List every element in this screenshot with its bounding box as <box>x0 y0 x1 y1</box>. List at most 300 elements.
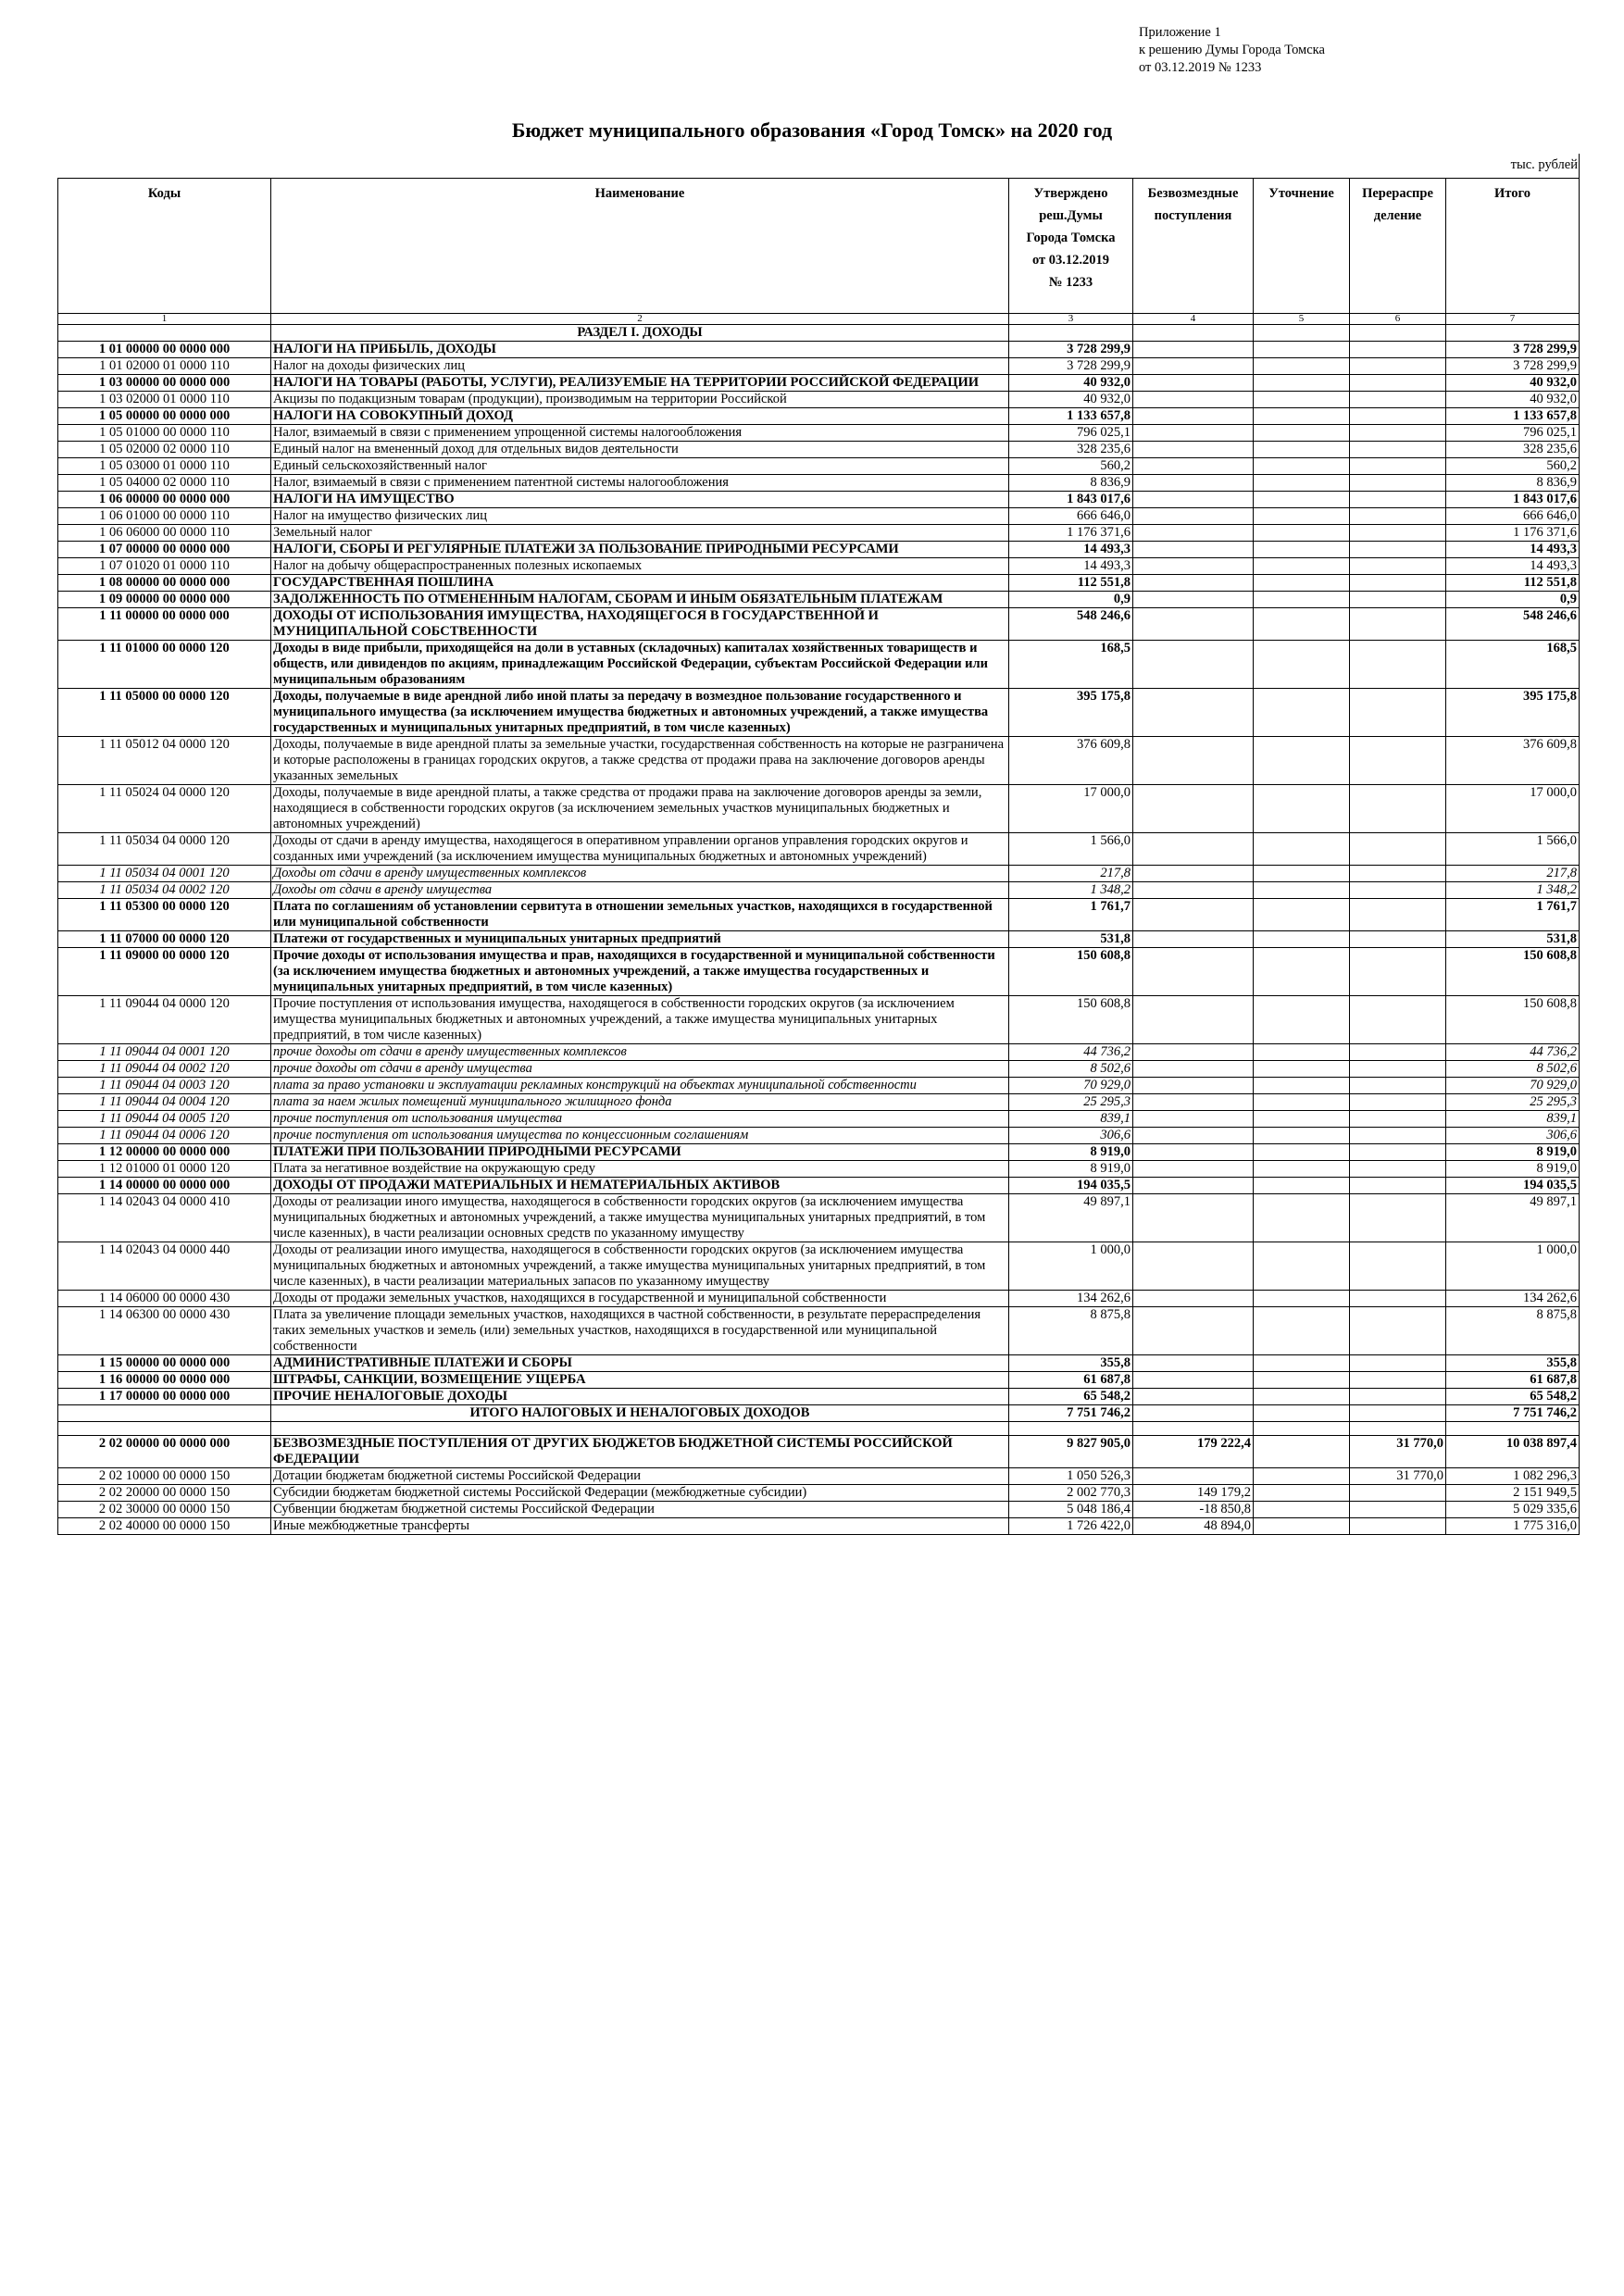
row-gratuitous <box>1133 525 1254 542</box>
header-row <box>58 179 1580 314</box>
row-total: 70 929,0 <box>1446 1078 1580 1094</box>
row-redistribution <box>1350 592 1446 608</box>
row-name: НАЛОГИ НА СОВОКУПНЫЙ ДОХОД <box>271 408 1009 425</box>
row-redistribution <box>1350 558 1446 575</box>
table-row <box>58 492 1580 508</box>
row-code: 1 07 01020 01 0000 110 <box>58 558 271 575</box>
row-name: Доходы от продажи земельных участков, находящихся в государственной и муниципальной собственности <box>271 1291 1009 1307</box>
row-approved: 7 751 746,2 <box>1009 1405 1133 1422</box>
row-code: 1 11 00000 00 0000 000 <box>58 608 271 641</box>
row-total: 796 025,1 <box>1446 425 1580 442</box>
row-approved: 134 262,6 <box>1009 1291 1133 1307</box>
row-total: 328 235,6 <box>1446 442 1580 458</box>
row-clarification <box>1254 442 1350 458</box>
row-code: 1 07 00000 00 0000 000 <box>58 542 271 558</box>
row-name: Прочие поступления от использования имущества, находящегося в собственности городских округов (за исключением имущества муниципальных бюджетных и автономных учреждений, а также имущества муниципальных унитарных предприятий, в том числе казенных) <box>271 996 1009 1044</box>
row-approved: 1 050 526,3 <box>1009 1468 1133 1485</box>
row-clarification <box>1254 1111 1350 1128</box>
row-gratuitous <box>1133 1405 1254 1422</box>
row-gratuitous <box>1133 342 1254 358</box>
row-clarification <box>1254 1405 1350 1422</box>
row-approved: 150 608,8 <box>1009 996 1133 1044</box>
section-row <box>58 325 1580 342</box>
row-gratuitous: 179 222,4 <box>1133 1436 1254 1468</box>
table-row <box>58 408 1580 425</box>
table-row <box>58 542 1580 558</box>
row-code: 1 03 02000 01 0000 110 <box>58 392 271 408</box>
row-redistribution <box>1350 1144 1446 1161</box>
table-row <box>58 375 1580 392</box>
row-approved: 9 827 905,0 <box>1009 1436 1133 1468</box>
row-approved: 3 728 299,9 <box>1009 358 1133 375</box>
row-name: Доходы от сдачи в аренду имущества <box>271 882 1009 899</box>
row-redistribution <box>1350 608 1446 641</box>
row-approved: 8 502,6 <box>1009 1061 1133 1078</box>
row-total: 8 919,0 <box>1446 1144 1580 1161</box>
row-redistribution <box>1350 1485 1446 1502</box>
row-redistribution <box>1350 408 1446 425</box>
row-total: 150 608,8 <box>1446 996 1580 1044</box>
row-name: ПРОЧИЕ НЕНАЛОГОВЫЕ ДОХОДЫ <box>271 1389 1009 1405</box>
row-total <box>1446 1422 1580 1436</box>
row-clarification <box>1254 542 1350 558</box>
row-clarification <box>1254 1436 1350 1468</box>
row-code: 1 11 09044 04 0004 120 <box>58 1094 271 1111</box>
row-total: 560,2 <box>1446 458 1580 475</box>
appendix-note <box>1139 24 1325 77</box>
table-row <box>58 1436 1580 1468</box>
row-total: 531,8 <box>1446 931 1580 948</box>
row-code: 1 05 04000 02 0000 110 <box>58 475 271 492</box>
row-clarification <box>1254 425 1350 442</box>
row-redistribution <box>1350 508 1446 525</box>
row-approved: 8 919,0 <box>1009 1161 1133 1178</box>
row-gratuitous <box>1133 1111 1254 1128</box>
row-code: 1 06 06000 00 0000 110 <box>58 525 271 542</box>
row-gratuitous <box>1133 785 1254 833</box>
row-code: 1 06 00000 00 0000 000 <box>58 492 271 508</box>
row-code: 1 11 05000 00 0000 120 <box>58 689 271 737</box>
row-redistribution <box>1350 785 1446 833</box>
row-approved: 328 235,6 <box>1009 442 1133 458</box>
table-row <box>58 392 1580 408</box>
row-gratuitous: 149 179,2 <box>1133 1485 1254 1502</box>
row-total: 40 932,0 <box>1446 392 1580 408</box>
row-clarification <box>1254 1128 1350 1144</box>
row-code: 1 08 00000 00 0000 000 <box>58 575 271 592</box>
row-name: Доходы от реализации иного имущества, находящегося в собственности городских округов (за исключением имущества муниципальных бюджетных и автономных учреждений, а также имущества муниципальных унитарных предприятий, в том числе казенных), в части реализации материальных запасов по указанному имуществу <box>271 1242 1009 1291</box>
row-clarification <box>1254 1161 1350 1178</box>
row-code: 1 05 00000 00 0000 000 <box>58 408 271 425</box>
row-name: Налог, взимаемый в связи с применением патентной системы налогообложения <box>271 475 1009 492</box>
header-clarification: Уточнение <box>1254 179 1350 314</box>
table-row <box>58 1144 1580 1161</box>
row-redistribution <box>1350 1078 1446 1094</box>
row-redistribution <box>1350 833 1446 866</box>
row-clarification <box>1254 1061 1350 1078</box>
row-approved: 168,5 <box>1009 641 1133 689</box>
row-code <box>58 1422 271 1436</box>
budget-table <box>57 178 1580 1535</box>
row-code: 1 14 06300 00 0000 430 <box>58 1307 271 1355</box>
row-redistribution <box>1350 1128 1446 1144</box>
row-name: Прочие доходы от использования имущества и прав, находящихся в государственной и муниципальной собственности (за исключением имущества бюджетных и автономных учреждений, а также имущества государственных и муниципальных унитарных предприятий, в том числе казенных) <box>271 948 1009 996</box>
row-gratuitous <box>1133 392 1254 408</box>
table-row <box>58 525 1580 542</box>
row-approved: 1 348,2 <box>1009 882 1133 899</box>
table-row <box>58 1044 1580 1061</box>
row-redistribution <box>1350 475 1446 492</box>
row-approved: 666 646,0 <box>1009 508 1133 525</box>
row-gratuitous <box>1133 1291 1254 1307</box>
row-approved: 5 048 186,4 <box>1009 1502 1133 1518</box>
row-total: 355,8 <box>1446 1355 1580 1372</box>
row-approved <box>1009 1422 1133 1436</box>
row-gratuitous <box>1133 899 1254 931</box>
table-row <box>58 1389 1580 1405</box>
row-approved: 112 551,8 <box>1009 575 1133 592</box>
row-name: БЕЗВОЗМЕЗДНЫЕ ПОСТУПЛЕНИЯ ОТ ДРУГИХ БЮДЖЕТОВ БЮДЖЕТНОЙ СИСТЕМЫ РОССИЙСКОЙ ФЕДЕРАЦИИ <box>271 1436 1009 1468</box>
row-clarification <box>1254 737 1350 785</box>
header-gratuitous <box>1133 179 1254 314</box>
row-gratuitous <box>1133 689 1254 737</box>
header-approved-l4: от 03.12.2019 <box>1031 253 1110 268</box>
row-approved: 395 175,8 <box>1009 689 1133 737</box>
unit-label: тыс. рублей <box>1510 157 1578 172</box>
row-approved: 150 608,8 <box>1009 948 1133 996</box>
row-approved: 839,1 <box>1009 1111 1133 1128</box>
row-clarification <box>1254 342 1350 358</box>
row-redistribution <box>1350 442 1446 458</box>
table-row <box>58 1485 1580 1502</box>
row-gratuitous <box>1133 1194 1254 1242</box>
row-name <box>271 1422 1009 1436</box>
row-total: 44 736,2 <box>1446 1044 1580 1061</box>
row-approved: 2 002 770,3 <box>1009 1485 1133 1502</box>
row-total: 1 775 316,0 <box>1446 1518 1580 1535</box>
row-redistribution <box>1350 1291 1446 1307</box>
row-clarification <box>1254 882 1350 899</box>
row-total: 134 262,6 <box>1446 1291 1580 1307</box>
row-redistribution <box>1350 492 1446 508</box>
row-redistribution <box>1350 1405 1446 1422</box>
row-total: 666 646,0 <box>1446 508 1580 525</box>
table-row <box>58 1372 1580 1389</box>
row-gratuitous <box>1133 1128 1254 1144</box>
row-code: 1 05 03000 01 0000 110 <box>58 458 271 475</box>
row-name: Доходы от сдачи в аренду имущественных комплексов <box>271 866 1009 882</box>
row-code: 1 11 09044 04 0003 120 <box>58 1078 271 1094</box>
row-code: 1 12 01000 01 0000 120 <box>58 1161 271 1178</box>
table-row <box>58 931 1580 948</box>
row-code: 2 02 30000 00 0000 150 <box>58 1502 271 1518</box>
row-gratuitous <box>1133 375 1254 392</box>
row-approved: 0,9 <box>1009 592 1133 608</box>
row-name: Дотации бюджетам бюджетной системы Российской Федерации <box>271 1468 1009 1485</box>
row-redistribution <box>1350 1111 1446 1128</box>
table-row <box>58 948 1580 996</box>
header-approved-l5: № 1233 <box>1048 275 1093 290</box>
row-total: 3 728 299,9 <box>1446 358 1580 375</box>
row-total: 1 133 657,8 <box>1446 408 1580 425</box>
row-approved: 8 836,9 <box>1009 475 1133 492</box>
column-number-row <box>58 314 1580 325</box>
row-approved: 796 025,1 <box>1009 425 1133 442</box>
header-redistribution <box>1350 179 1446 314</box>
row-approved: 25 295,3 <box>1009 1094 1133 1111</box>
row-name: Субсидии бюджетам бюджетной системы Российской Федерации (межбюджетные субсидии) <box>271 1485 1009 1502</box>
row-approved: 560,2 <box>1009 458 1133 475</box>
row-name: прочие доходы от сдачи в аренду имущества <box>271 1061 1009 1078</box>
row-total: 0,9 <box>1446 592 1580 608</box>
row-clarification <box>1254 866 1350 882</box>
table-row <box>58 866 1580 882</box>
table-row <box>58 475 1580 492</box>
row-code: 1 01 02000 01 0000 110 <box>58 358 271 375</box>
row-name: Плата за негативное воздействие на окружающую среду <box>271 1161 1009 1178</box>
row-approved: 1 843 017,6 <box>1009 492 1133 508</box>
row-name: НАЛОГИ НА ТОВАРЫ (РАБОТЫ, УСЛУГИ), РЕАЛИЗУЕМЫЕ НА ТЕРРИТОРИИ РОССИЙСКОЙ ФЕДЕРАЦИИ <box>271 375 1009 392</box>
row-total: 65 548,2 <box>1446 1389 1580 1405</box>
row-clarification <box>1254 1094 1350 1111</box>
row-total: 168,5 <box>1446 641 1580 689</box>
row-redistribution <box>1350 1355 1446 1372</box>
header-approved-l3: Города Томска <box>1026 231 1116 245</box>
row-name: Акцизы по подакцизным товарам (продукции), производимым на территории Российской <box>271 392 1009 408</box>
row-gratuitous <box>1133 833 1254 866</box>
col-number: 6 <box>1350 314 1446 325</box>
row-total: 14 493,3 <box>1446 542 1580 558</box>
table-row <box>58 1405 1580 1422</box>
row-redistribution <box>1350 575 1446 592</box>
row-name: Налог на имущество физических лиц <box>271 508 1009 525</box>
row-clarification <box>1254 785 1350 833</box>
row-code: 1 11 09044 04 0005 120 <box>58 1111 271 1128</box>
row-approved: 306,6 <box>1009 1128 1133 1144</box>
header-total: Итого <box>1446 179 1580 314</box>
row-gratuitous <box>1133 492 1254 508</box>
row-name: НАЛОГИ НА ПРИБЫЛЬ, ДОХОДЫ <box>271 342 1009 358</box>
row-approved: 1 761,7 <box>1009 899 1133 931</box>
row-clarification <box>1254 392 1350 408</box>
table-row <box>58 1094 1580 1111</box>
row-gratuitous <box>1133 948 1254 996</box>
table-row <box>58 1242 1580 1291</box>
row-gratuitous <box>1133 475 1254 492</box>
row-approved: 376 609,8 <box>1009 737 1133 785</box>
row-name: плата за право установки и эксплуатации рекламных конструкций на объектах муниципальной собственности <box>271 1078 1009 1094</box>
row-name: прочие доходы от сдачи в аренду имущественных комплексов <box>271 1044 1009 1061</box>
table-row <box>58 558 1580 575</box>
row-redistribution <box>1350 1061 1446 1078</box>
section-title: РАЗДЕЛ I. ДОХОДЫ <box>271 325 1009 342</box>
table-row <box>58 358 1580 375</box>
row-total: 8 502,6 <box>1446 1061 1580 1078</box>
row-total: 2 151 949,5 <box>1446 1485 1580 1502</box>
row-approved: 14 493,3 <box>1009 542 1133 558</box>
row-gratuitous <box>1133 408 1254 425</box>
row-redistribution <box>1350 525 1446 542</box>
row-code: 1 11 05034 04 0002 120 <box>58 882 271 899</box>
row-gratuitous <box>1133 1161 1254 1178</box>
row-total: 7 751 746,2 <box>1446 1405 1580 1422</box>
row-total: 17 000,0 <box>1446 785 1580 833</box>
table-row <box>58 1422 1580 1436</box>
row-code: 1 14 02043 04 0000 440 <box>58 1242 271 1291</box>
empty-cell <box>1009 325 1133 342</box>
row-clarification <box>1254 492 1350 508</box>
row-clarification <box>1254 996 1350 1044</box>
table-row <box>58 608 1580 641</box>
row-code: 1 01 00000 00 0000 000 <box>58 342 271 358</box>
row-redistribution <box>1350 342 1446 358</box>
row-total: 40 932,0 <box>1446 375 1580 392</box>
row-clarification <box>1254 1502 1350 1518</box>
table-row <box>58 575 1580 592</box>
row-name: Плата по соглашениям об установлении сервитута в отношении земельных участков, находящихся в государственной или муниципальной собственности <box>271 899 1009 931</box>
row-code: 1 11 05034 04 0001 120 <box>58 866 271 882</box>
table-row <box>58 899 1580 931</box>
table-row <box>58 689 1580 737</box>
row-gratuitous <box>1133 1242 1254 1291</box>
row-name: плата за наем жилых помещений муниципального жилищного фонда <box>271 1094 1009 1111</box>
row-approved: 14 493,3 <box>1009 558 1133 575</box>
row-clarification <box>1254 1178 1350 1194</box>
table-row <box>58 1518 1580 1535</box>
row-gratuitous: -18 850,8 <box>1133 1502 1254 1518</box>
row-gratuitous <box>1133 1355 1254 1372</box>
row-code: 1 11 05012 04 0000 120 <box>58 737 271 785</box>
row-approved: 531,8 <box>1009 931 1133 948</box>
row-clarification <box>1254 1078 1350 1094</box>
row-gratuitous <box>1133 575 1254 592</box>
row-name: Плата за увеличение площади земельных участков, находящихся в частной собственности, в результате перераспределения таких земельных участков и земель (или) земельных участков, находящихся в государственной или муниципальной собственности <box>271 1307 1009 1355</box>
appendix-line-2: к решению Думы Города Томска <box>1139 43 1325 57</box>
row-redistribution <box>1350 931 1446 948</box>
table-row <box>58 1502 1580 1518</box>
row-code: 2 02 00000 00 0000 000 <box>58 1436 271 1468</box>
row-name: Единый сельскохозяйственный налог <box>271 458 1009 475</box>
row-redistribution <box>1350 425 1446 442</box>
row-code: 1 03 00000 00 0000 000 <box>58 375 271 392</box>
row-redistribution <box>1350 866 1446 882</box>
row-gratuitous <box>1133 1389 1254 1405</box>
row-code: 1 11 09044 04 0006 120 <box>58 1128 271 1144</box>
row-code: 1 05 01000 00 0000 110 <box>58 425 271 442</box>
table-row <box>58 1128 1580 1144</box>
appendix-line-1: Приложение 1 <box>1139 25 1221 40</box>
row-clarification <box>1254 1422 1350 1436</box>
col-number: 1 <box>58 314 271 325</box>
row-code: 1 12 00000 00 0000 000 <box>58 1144 271 1161</box>
table-row <box>58 458 1580 475</box>
row-clarification <box>1254 833 1350 866</box>
header-approved <box>1009 179 1133 314</box>
table-row <box>58 737 1580 785</box>
row-approved: 8 919,0 <box>1009 1144 1133 1161</box>
row-redistribution <box>1350 641 1446 689</box>
row-clarification <box>1254 1372 1350 1389</box>
row-name: ПЛАТЕЖИ ПРИ ПОЛЬЗОВАНИИ ПРИРОДНЫМИ РЕСУРСАМИ <box>271 1144 1009 1161</box>
col-number: 7 <box>1446 314 1580 325</box>
row-approved: 355,8 <box>1009 1355 1133 1372</box>
row-name: прочие поступления от использования имущества по концессионным соглашениям <box>271 1128 1009 1144</box>
row-name: НАЛОГИ, СБОРЫ И РЕГУЛЯРНЫЕ ПЛАТЕЖИ ЗА ПОЛЬЗОВАНИЕ ПРИРОДНЫМИ РЕСУРСАМИ <box>271 542 1009 558</box>
row-redistribution <box>1350 1518 1446 1535</box>
row-name: Иные межбюджетные трансферты <box>271 1518 1009 1535</box>
empty-cell <box>1133 325 1254 342</box>
row-code: 1 11 05300 00 0000 120 <box>58 899 271 931</box>
row-clarification <box>1254 358 1350 375</box>
row-approved: 44 736,2 <box>1009 1044 1133 1061</box>
header-approved-l1: Утверждено <box>1033 186 1108 201</box>
row-name: АДМИНИСТРАТИВНЫЕ ПЛАТЕЖИ И СБОРЫ <box>271 1355 1009 1372</box>
row-redistribution <box>1350 689 1446 737</box>
row-gratuitous <box>1133 1078 1254 1094</box>
row-name: Доходы, получаемые в виде арендной платы, а также средства от продажи права на заключение договоров аренды за земли, находящиеся в собственности городских округов (за исключением земельных участков муниципальных бюджетных и автономных учреждений) <box>271 785 1009 833</box>
row-code: 2 02 10000 00 0000 150 <box>58 1468 271 1485</box>
row-clarification <box>1254 1144 1350 1161</box>
row-code <box>58 1405 271 1422</box>
row-approved: 70 929,0 <box>1009 1078 1133 1094</box>
header-approved-l2: реш.Думы <box>1039 208 1103 223</box>
row-code: 1 09 00000 00 0000 000 <box>58 592 271 608</box>
row-code: 1 11 05034 04 0000 120 <box>58 833 271 866</box>
row-redistribution <box>1350 1242 1446 1291</box>
row-gratuitous <box>1133 558 1254 575</box>
row-gratuitous <box>1133 1094 1254 1111</box>
table-row <box>58 1307 1580 1355</box>
table-row <box>58 592 1580 608</box>
row-code: 1 11 05024 04 0000 120 <box>58 785 271 833</box>
row-gratuitous <box>1133 882 1254 899</box>
row-approved: 61 687,8 <box>1009 1372 1133 1389</box>
row-redistribution <box>1350 948 1446 996</box>
row-name: ШТРАФЫ, САНКЦИИ, ВОЗМЕЩЕНИЕ УЩЕРБА <box>271 1372 1009 1389</box>
row-gratuitous <box>1133 641 1254 689</box>
row-redistribution <box>1350 1307 1446 1355</box>
row-gratuitous <box>1133 996 1254 1044</box>
row-redistribution <box>1350 996 1446 1044</box>
row-clarification <box>1254 608 1350 641</box>
row-name: Единый налог на вмененный доход для отдельных видов деятельности <box>271 442 1009 458</box>
row-clarification <box>1254 458 1350 475</box>
row-clarification <box>1254 525 1350 542</box>
row-gratuitous <box>1133 592 1254 608</box>
row-clarification <box>1254 1307 1350 1355</box>
row-approved: 8 875,8 <box>1009 1307 1133 1355</box>
table-row <box>58 1468 1580 1485</box>
row-gratuitous <box>1133 737 1254 785</box>
row-gratuitous: 48 894,0 <box>1133 1518 1254 1535</box>
table-row <box>58 833 1580 866</box>
row-name: ЗАДОЛЖЕННОСТЬ ПО ОТМЕНЕННЫМ НАЛОГАМ, СБОРАМ И ИНЫМ ОБЯЗАТЕЛЬНЫМ ПЛАТЕЖАМ <box>271 592 1009 608</box>
row-total: 1 082 296,3 <box>1446 1468 1580 1485</box>
row-total: 1 843 017,6 <box>1446 492 1580 508</box>
row-total: 1 566,0 <box>1446 833 1580 866</box>
row-redistribution <box>1350 882 1446 899</box>
row-gratuitous <box>1133 542 1254 558</box>
row-gratuitous <box>1133 1044 1254 1061</box>
row-code: 1 11 07000 00 0000 120 <box>58 931 271 948</box>
row-code: 1 11 09044 04 0000 120 <box>58 996 271 1044</box>
col-number: 5 <box>1254 314 1350 325</box>
row-name: Субвенции бюджетам бюджетной системы Российской Федерации <box>271 1502 1009 1518</box>
table-row <box>58 425 1580 442</box>
row-name: ИТОГО НАЛОГОВЫХ И НЕНАЛОГОВЫХ ДОХОДОВ <box>271 1405 1009 1422</box>
empty-cell <box>1446 325 1580 342</box>
row-code: 1 16 00000 00 0000 000 <box>58 1372 271 1389</box>
